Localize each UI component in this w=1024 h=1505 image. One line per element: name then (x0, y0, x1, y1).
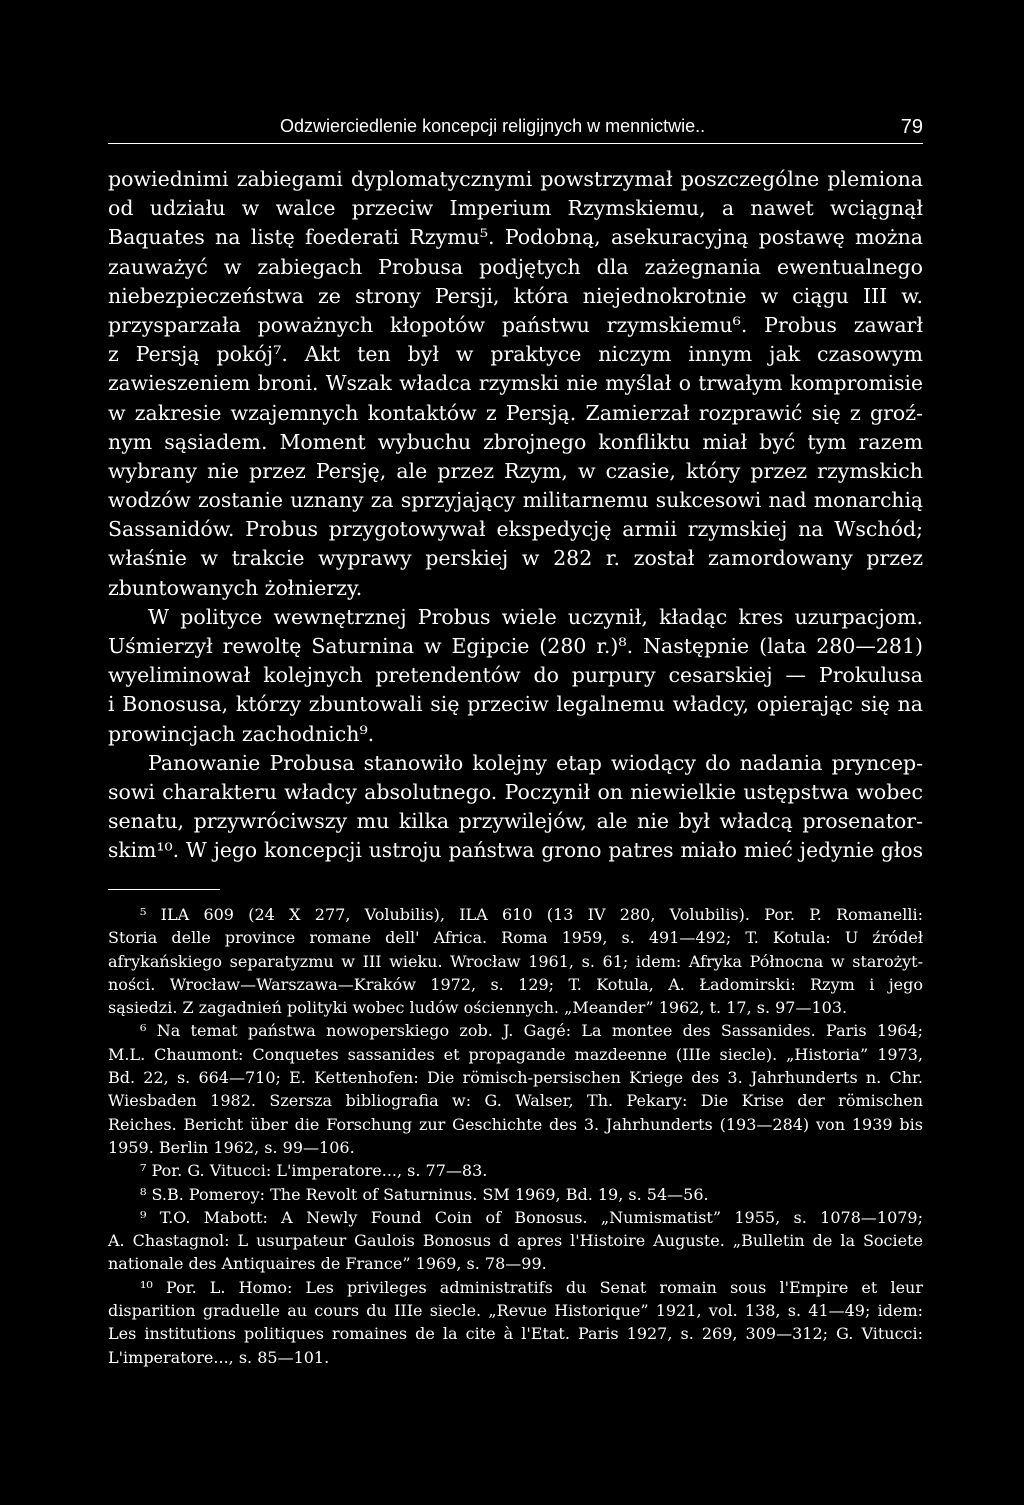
body-line: z Persją pokój⁷. Akt ten był w praktyce niczym innym jak czasowym (108, 342, 923, 367)
footnote-line: M.L. Chaumont: Conquetes sassanides et propagande mazdeenne (IIIe siecle). „Historia” 1973, (108, 1044, 923, 1064)
body-line: zbuntowanych żołnierzy. (108, 575, 363, 600)
footnote-line: Wiesbaden 1982. Szersza bibliografia w: G. Walser, Th. Pekary: Die Krise der römischen (108, 1091, 923, 1111)
body-line: W polityce wewnętrznej Probus wiele uczynił, kładąc kres uzurpacjom. (148, 604, 923, 629)
body-line: Uśmierzył rewoltę Saturnina w Egipcie (280 r.)⁸. Następnie (lata 280—281) (108, 634, 923, 658)
body-line: wybrany nie przez Persję, ale przez Rzym, w czasie, który przez rzymskich (108, 458, 923, 483)
running-title: Odzwierciedlenie koncepcji religijnych w mennictwie.. (280, 116, 706, 136)
footnote-line: A. Chastagnol: L usurpateur Gaulois Bonosus d apres l'Histoire Auguste. „Bulletin de la Societe (108, 1231, 923, 1251)
body-text (108, 165, 923, 866)
body-line: od udziału w walce przeciw Imperium Rzymskiemu, a nawet wciągnął (108, 196, 923, 221)
footnote-line: ⁷ Por. G. Vitucci: L'imperatore..., s. 77—83. (140, 1161, 488, 1181)
body-line: sowi charakteru władcy absolutnego. Poczynił on niewielkie ustępstwa wobec (108, 779, 923, 804)
footnote-line: afrykańskiego separatyzmu w III wieku. Wrocław 1961, s. 61; idem: Afryka Północna w starożyt- (108, 951, 923, 971)
footnote-line: ⁵ ILA 609 (24 X 277, Volubilis), ILA 610 (13 IV 280, Volubilis). Por. P. Romanelli: (140, 905, 923, 924)
footnote-line: Les institutions politiques romaines de la cite à l'Etat. Paris 1927, s. 269, 309—312; G. Vitucci: (108, 1324, 923, 1344)
body-line: prowincjach zachodnich⁹. (108, 721, 375, 746)
body-line: senatu, przywróciwszy mu kilka przywilejów, ale nie był władcą prosenator- (108, 809, 923, 834)
footnote-line: disparition graduelle au cours du IIIe siecle. „Revue Historique” 1921, vol. 138, s. 41—49; idem: (108, 1301, 923, 1321)
footnote-line: Storia delle province romane dell' Africa. Roma 1959, s. 491—492; T. Kotula: U źródeł (108, 928, 923, 948)
footnote-line: sąsiedzi. Z zagadnień polityki wobec ludów ościennych. „Meander” 1962, t. 17, s. 97—103. (108, 998, 848, 1018)
footnote-line: ⁹ T.O. Mabott: A Newly Found Coin of Bonosus. „Numismatist” 1955, s. 1078—1079; (140, 1207, 923, 1227)
body-line: nym sąsiadem. Moment wybuchu zbrojnego konfliktu miał być tym razem (108, 429, 923, 454)
footnote-line: ności. Wrocław—Warszawa—Kraków 1972, s. 129; T. Kotula, A. Ładomirski: Rzym i jego (108, 974, 923, 994)
footnote-line: nationale des Antiquaires de France” 1969, s. 78—99. (108, 1254, 547, 1274)
footnotes (108, 903, 923, 1369)
footnote-line: Reiches. Bericht über die Forschung zur Geschichte des 3. Jahrhunderts (193—284) von 1939 bis (108, 1114, 923, 1134)
body-line: przysparzała poważnych kłopotów państwu rzymskiemu⁶. Probus zawarł (108, 312, 923, 337)
footnote-separator (108, 889, 220, 890)
body-line: Sassanidów. Probus przygotowywał ekspedycję armii rzymskiej na Wschód; (108, 517, 923, 542)
body-line: właśnie w trakcie wyprawy perskiej w 282 r. został zamordowany przez (108, 546, 923, 571)
header-rule (108, 143, 923, 144)
body-line: wodzów zostanie uznany za sprzyjający militarnemu sukcesowi nad monarchią (108, 488, 923, 513)
body-line: skim¹⁰. W jego koncepcji ustroju państwa grono patres miało mieć jedynie głos (108, 838, 923, 863)
body-line: Panowanie Probusa stanowiło kolejny etap wiodący do nadania pryncep- (148, 750, 923, 775)
body-line: powiednimi zabiegami dyplomatycznymi powstrzymał poszczególne plemiona (108, 167, 923, 191)
body-line: w zakresie wzajemnych kontaktów z Persją. Zamierzał rozprawić się z groź- (108, 400, 923, 425)
body-line: zauważyć w zabiegach Probusa podjętych dla zażegnania ewentualnego (108, 254, 923, 279)
body-line: niebezpieczeństwa ze strony Persji, która niejednokrotnie w ciągu III w. (108, 283, 923, 308)
running-header (108, 116, 923, 142)
body-line: wyeliminował kolejnych pretendentów do purpury cesarskiej — Prokulusa (108, 663, 923, 688)
body-line: Baquates na listę foederati Rzymu⁵. Podobną, asekuracyjną postawę można (108, 225, 923, 250)
body-line: zawieszeniem broni. Wszak władca rzymski nie myślał o trwałym kompromisie (108, 371, 923, 396)
footnote-line: L'imperatore..., s. 85—101. (108, 1347, 330, 1367)
page-number: 79 (900, 116, 923, 138)
footnote-line: ⁸ S.B. Pomeroy: The Revolt of Saturninus. SM 1969, Bd. 19, s. 54—56. (140, 1184, 709, 1204)
body-line: i Bonosusa, którzy zbuntowali się przeciw legalnemu władcy, opierając się na (108, 692, 923, 717)
footnote-line: 1959. Berlin 1962, s. 99—106. (108, 1137, 355, 1157)
footnote-line: ⁶ Na temat państwa nowoperskiego zob. J. Gagé: La montee des Sassanides. Paris 1964; (140, 1021, 923, 1041)
footnote-line: Bd. 22, s. 664—710; E. Kettenhofen: Die römisch-persischen Kriege des 3. Jahrhunderts n. Chr. (108, 1068, 923, 1088)
footnote-line: ¹⁰ Por. L. Homo: Les privileges administratifs du Senat romain sous l'Empire et leur (140, 1277, 923, 1297)
